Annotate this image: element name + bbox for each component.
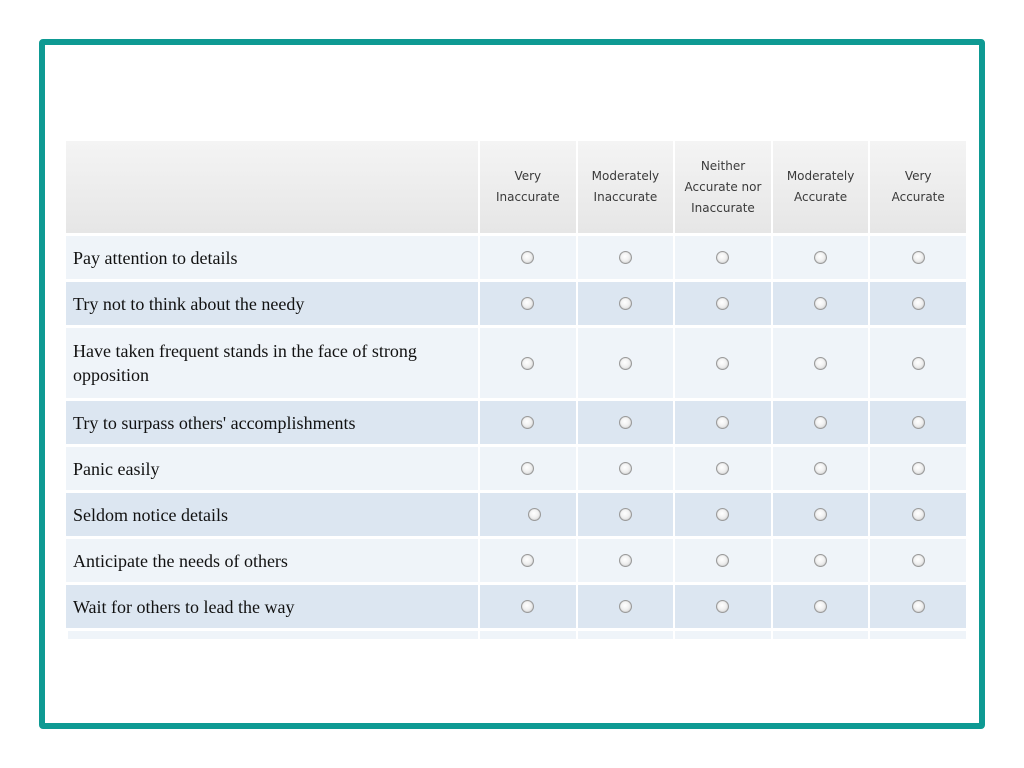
- option-cell: [673, 401, 771, 444]
- option-cell: [771, 585, 869, 628]
- question-text: Have taken frequent stands in the face of strong opposition: [66, 328, 478, 398]
- option-cell: [868, 282, 966, 325]
- radio-very-accurate[interactable]: [912, 416, 925, 429]
- question-row: [66, 282, 966, 325]
- header-neither: [673, 141, 771, 233]
- radio-very-accurate[interactable]: [912, 554, 925, 567]
- option-cell: [771, 447, 869, 490]
- radio-neither[interactable]: [716, 462, 729, 475]
- option-cell: [576, 282, 674, 325]
- option-cell: [673, 539, 771, 582]
- question-row: [66, 493, 966, 536]
- question-text: Seldom notice details: [66, 493, 478, 536]
- option-cell: [576, 447, 674, 490]
- radio-neither[interactable]: [716, 508, 729, 521]
- option-cell: [868, 328, 966, 398]
- question-text: Wait for others to lead the way: [66, 585, 478, 628]
- option-cell: [478, 282, 576, 325]
- cut-off-cell: [478, 631, 576, 639]
- radio-moderately-inaccurate[interactable]: [619, 251, 632, 264]
- header-blank-cell: [66, 141, 478, 233]
- cut-off-cell: [66, 631, 478, 639]
- option-cell: [868, 585, 966, 628]
- question-text: Anticipate the needs of others: [66, 539, 478, 582]
- radio-very-inaccurate[interactable]: [521, 554, 534, 567]
- question-row: [66, 328, 966, 398]
- radio-moderately-inaccurate[interactable]: [619, 357, 632, 370]
- radio-very-inaccurate[interactable]: [521, 462, 534, 475]
- option-cell: [576, 236, 674, 279]
- radio-very-accurate[interactable]: [912, 251, 925, 264]
- radio-very-accurate[interactable]: [912, 462, 925, 475]
- option-cell: [673, 282, 771, 325]
- cut-off-cell: [771, 631, 869, 639]
- question-text: Pay attention to details: [66, 236, 478, 279]
- radio-very-inaccurate[interactable]: [528, 508, 541, 521]
- option-cell: [673, 585, 771, 628]
- option-cell: [771, 401, 869, 444]
- radio-neither[interactable]: [716, 357, 729, 370]
- radio-very-accurate[interactable]: [912, 297, 925, 310]
- radio-moderately-accurate[interactable]: [814, 554, 827, 567]
- option-cell: [478, 328, 576, 398]
- header-moderately-accurate: [771, 141, 869, 233]
- radio-very-inaccurate[interactable]: [521, 357, 534, 370]
- question-row: [66, 447, 966, 490]
- question-row: [66, 539, 966, 582]
- header-label: Moderately Inaccurate: [591, 169, 660, 204]
- radio-moderately-inaccurate[interactable]: [619, 600, 632, 613]
- radio-moderately-accurate[interactable]: [814, 357, 827, 370]
- option-cell: [868, 493, 966, 536]
- option-cell: [478, 493, 576, 536]
- option-cell: [673, 236, 771, 279]
- radio-very-accurate[interactable]: [912, 600, 925, 613]
- header-very-accurate: [868, 141, 966, 233]
- header-label: Very Accurate: [891, 169, 945, 204]
- radio-very-inaccurate[interactable]: [521, 600, 534, 613]
- option-cell: [868, 401, 966, 444]
- radio-very-accurate[interactable]: [912, 508, 925, 521]
- header-very-inaccurate: [478, 141, 576, 233]
- option-cell: [673, 447, 771, 490]
- header-label: Neither Accurate nor Inaccurate: [684, 158, 762, 215]
- option-cell: [478, 447, 576, 490]
- radio-very-inaccurate[interactable]: [521, 251, 534, 264]
- radio-moderately-accurate[interactable]: [814, 251, 827, 264]
- radio-moderately-inaccurate[interactable]: [619, 508, 632, 521]
- radio-moderately-inaccurate[interactable]: [619, 554, 632, 567]
- question-text: Try to surpass others' accomplishments: [66, 401, 478, 444]
- option-cell: [868, 539, 966, 582]
- radio-moderately-accurate[interactable]: [814, 297, 827, 310]
- radio-neither[interactable]: [716, 297, 729, 310]
- radio-very-inaccurate[interactable]: [521, 416, 534, 429]
- question-row: [66, 401, 966, 444]
- cut-off-row: [66, 631, 966, 639]
- slide-frame: [39, 39, 985, 729]
- cut-off-cell: [576, 631, 674, 639]
- question-row: [66, 236, 966, 279]
- radio-neither[interactable]: [716, 554, 729, 567]
- option-cell: [478, 539, 576, 582]
- option-cell: [673, 328, 771, 398]
- option-cell: [576, 328, 674, 398]
- radio-moderately-accurate[interactable]: [814, 508, 827, 521]
- header-row: [66, 141, 966, 233]
- question-row: [66, 585, 966, 628]
- option-cell: [771, 493, 869, 536]
- option-cell: [478, 401, 576, 444]
- header-moderately-inaccurate: [576, 141, 674, 233]
- option-cell: [868, 447, 966, 490]
- radio-moderately-accurate[interactable]: [814, 462, 827, 475]
- option-cell: [478, 236, 576, 279]
- option-cell: [576, 493, 674, 536]
- option-cell: [576, 585, 674, 628]
- option-cell: [771, 236, 869, 279]
- option-cell: [576, 539, 674, 582]
- radio-moderately-inaccurate[interactable]: [619, 416, 632, 429]
- option-cell: [868, 236, 966, 279]
- option-cell: [771, 282, 869, 325]
- question-text: Try not to think about the needy: [66, 282, 478, 325]
- radio-moderately-inaccurate[interactable]: [619, 462, 632, 475]
- radio-very-inaccurate[interactable]: [521, 297, 534, 310]
- radio-neither[interactable]: [716, 600, 729, 613]
- header-label: Moderately Accurate: [786, 169, 855, 204]
- header-label: Very Inaccurate: [495, 169, 560, 204]
- radio-moderately-inaccurate[interactable]: [619, 297, 632, 310]
- cut-off-cell: [673, 631, 771, 639]
- option-cell: [673, 493, 771, 536]
- question-text: Panic easily: [66, 447, 478, 490]
- option-cell: [771, 539, 869, 582]
- option-cell: [771, 328, 869, 398]
- radio-moderately-accurate[interactable]: [814, 416, 827, 429]
- radio-very-accurate[interactable]: [912, 357, 925, 370]
- cut-off-cell: [868, 631, 966, 639]
- radio-moderately-accurate[interactable]: [814, 600, 827, 613]
- option-cell: [576, 401, 674, 444]
- option-cell: [478, 585, 576, 628]
- personality-survey-table: [66, 138, 966, 642]
- radio-neither[interactable]: [716, 251, 729, 264]
- radio-neither[interactable]: [716, 416, 729, 429]
